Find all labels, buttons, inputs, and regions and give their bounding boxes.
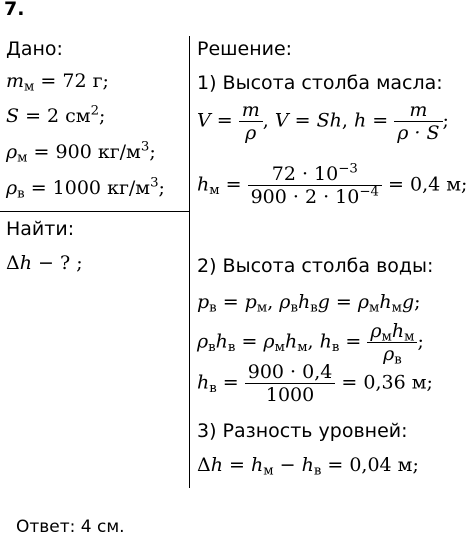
- given-title: Дано:: [6, 38, 63, 60]
- formula-volume: V = $\frac{m}{\rho}$ , V = Sh, h = $\frac{m}{\rho \cdot S}$ ;: [197, 99, 449, 144]
- formula-pressure-equality: $p_в = p_м$, $\rho_вh_вg = \rho_мh_мg$;: [197, 291, 421, 316]
- formula-water-height: $\rho_вh_в = \rho_мh_м$, $h_в$ = $\frac{\rho_мh_м}{\rho_в}$ ;: [197, 320, 424, 368]
- given-area: S = 2 $см^2$;: [6, 103, 106, 127]
- formula-level-difference: $\Delta h = h_м - h_в = 0,04$ м;: [197, 454, 419, 479]
- find-delta-h: Δh − ? ;: [6, 252, 83, 274]
- solution-title: Решение:: [197, 38, 293, 60]
- find-title: Найти:: [6, 218, 75, 240]
- vertical-divider: [189, 36, 190, 488]
- answer-line: Ответ: 4 см.: [16, 517, 125, 537]
- horizontal-divider: [0, 211, 190, 212]
- step-1-heading: 1) Высота столба масла:: [197, 72, 443, 94]
- formula-oil-height: $h_м$ = $\frac{72 \cdot 10^{-3}}{900 \cdot 2 \cdot 10^{-4}}$ = 0,4 м;: [197, 161, 467, 208]
- given-water-density: $\rho_в = 1000$ $кг/м^3$;: [6, 175, 165, 202]
- given-oil-density: $\rho_м = 900$ $кг/м^3$;: [6, 139, 156, 166]
- step-2-heading: 2) Высота столба воды:: [197, 255, 434, 277]
- given-mass: $m_м = 72$ г;: [6, 70, 109, 95]
- formula-water-height-value: $h_в$ = $\frac{900 \cdot 0,4}{1000}$ = 0,36 м;: [197, 361, 433, 406]
- problem-number: 7.: [4, 0, 25, 20]
- step-3-heading: 3) Разность уровней:: [197, 420, 408, 442]
